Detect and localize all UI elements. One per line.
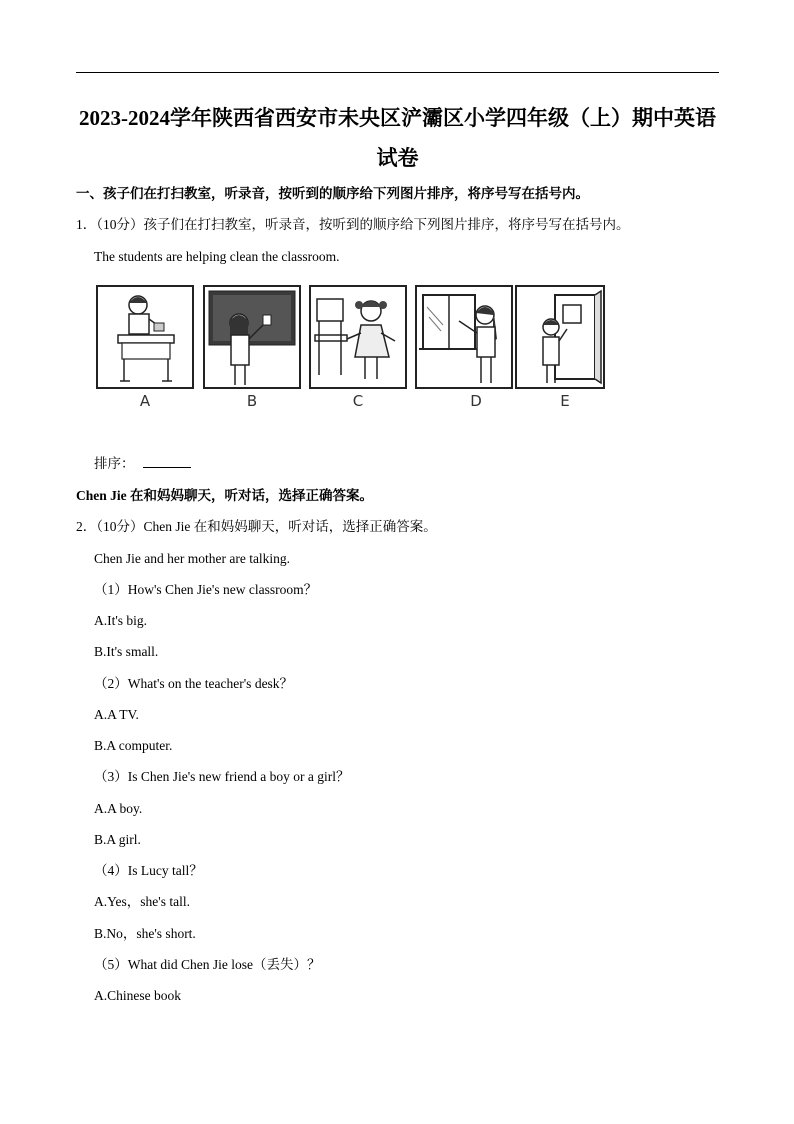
picture-d-letter: D xyxy=(470,392,482,410)
q1-stem: 1．（10分）孩子们在打扫教室，听录音，按听到的顺序给下列图片排序，将序号写在括号内。 xyxy=(76,217,630,232)
order-label: 排序： xyxy=(94,456,135,471)
q2-1-question: （1）How's Chen Jie's new classroom？ xyxy=(94,582,318,597)
order-line xyxy=(94,455,191,473)
q2-4-option-a: A.Yes，she's tall. xyxy=(94,894,190,909)
q2-5-option-a: A.Chinese book xyxy=(94,988,181,1003)
q2-3-option-b: B.A girl. xyxy=(94,832,141,847)
section2-heading: Chen Jie 在和妈妈聊天，听对话，选择正确答案。 xyxy=(76,488,373,503)
girl-cleaning-door-icon xyxy=(515,285,605,389)
picture-a xyxy=(96,285,194,389)
girl-cleaning-chair-icon xyxy=(309,285,407,389)
picture-c xyxy=(309,285,407,389)
picture-b xyxy=(203,285,301,389)
q2-1-option-a: A.It's big. xyxy=(94,613,148,628)
picture-e-letter: E xyxy=(560,392,570,410)
girl-cleaning-window-icon xyxy=(415,285,513,389)
page-title: 2023-2024学年陕西省西安市未央区浐灞区小学四年级（上）期中英语试卷 xyxy=(79,106,716,170)
picture-a-letter: A xyxy=(139,392,151,410)
q2-2-question: （2）What's on the teacher's desk？ xyxy=(94,676,294,691)
q1-intro: The students are helping clean the classroom. xyxy=(94,249,340,264)
order-answer-blank[interactable] xyxy=(143,455,191,468)
picture-e xyxy=(515,285,605,389)
q2-4-question: （4）Is Lucy tall？ xyxy=(94,863,203,878)
q2-1-option-b: B.It's small. xyxy=(94,644,159,659)
boy-cleaning-desk-icon xyxy=(96,285,194,389)
q2-stem: 2．（10分）Chen Jie 在和妈妈聊天，听对话，选择正确答案。 xyxy=(76,519,437,534)
q2-5-question: （5）What did Chen Jie lose（丢失）？ xyxy=(94,957,321,972)
picture-c-letter: C xyxy=(352,392,364,410)
q2-2-option-a: A.A TV. xyxy=(94,707,139,722)
section1-heading: 一、孩子们在打扫教室，听录音，按听到的顺序给下列图片排序，将序号写在括号内。 xyxy=(76,186,589,201)
q2-intro: Chen Jie and her mother are talking. xyxy=(94,551,291,566)
q2-3-option-a: A.A boy. xyxy=(94,801,143,816)
q2-2-option-b: B.A computer. xyxy=(94,738,173,753)
girl-cleaning-blackboard-icon xyxy=(203,285,301,389)
picture-d xyxy=(415,285,513,389)
picture-b-letter: B xyxy=(246,392,258,410)
top-rule xyxy=(76,72,719,73)
q2-3-question: （3）Is Chen Jie's new friend a boy or a girl？ xyxy=(94,769,350,784)
q2-4-option-b: B.No，she's short. xyxy=(94,926,196,941)
